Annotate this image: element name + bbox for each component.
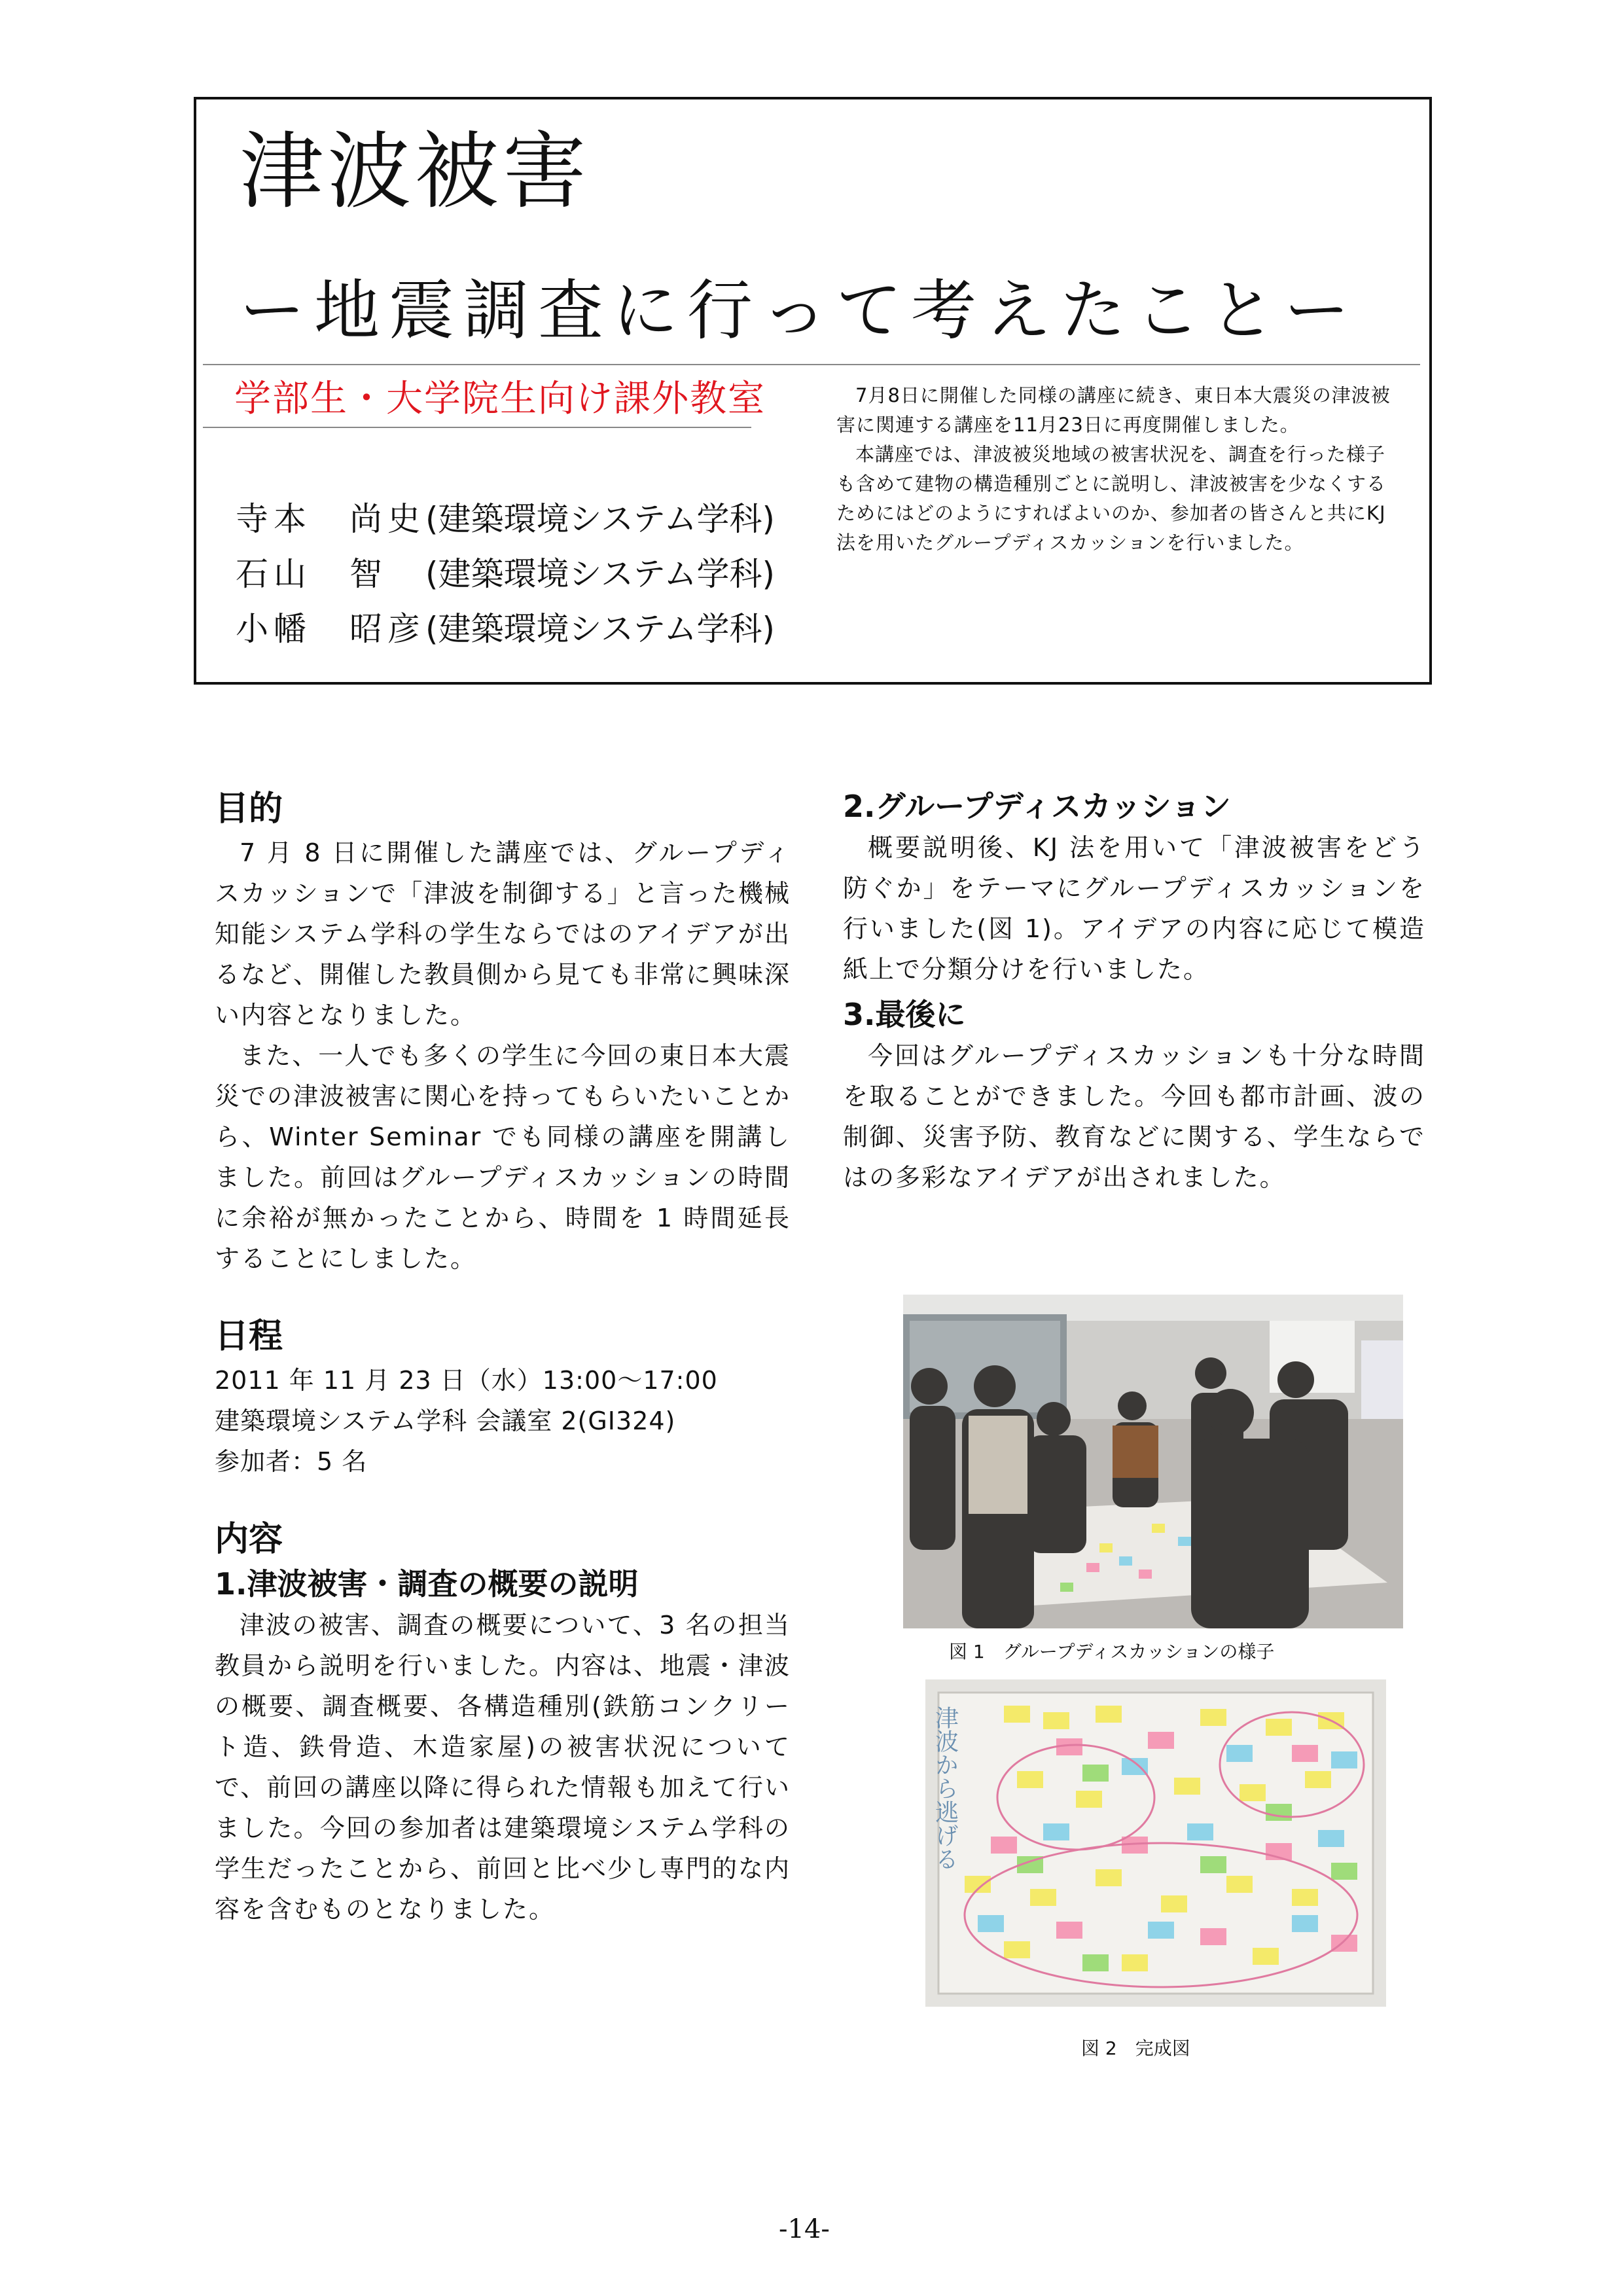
purpose-paragraph: 7 月 8 日に開催した講座では、グループディスカッションで「津波を制御する」と言った機械知能システム学科の学生ならではのアイデアが出るなど、開催した教員側から見ても非常に興味深い内容となりました。 — [215, 838, 791, 1030]
author-name: 小幡 昭彦 — [236, 610, 425, 648]
author-row — [236, 551, 775, 597]
figure2-caption: 図 2 完成図 — [1081, 2037, 1190, 2059]
author-row — [236, 496, 775, 542]
schedule-line: 参加者：5 名 — [215, 1447, 368, 1476]
author-dept: (建築環境システム学科) — [425, 555, 776, 593]
figure1-caption: 図 1 グループディスカッションの様子 — [949, 1641, 1275, 1662]
schedule-line: 建築環境システム学科 会議室 2(GI324) — [215, 1407, 676, 1435]
author-dept: (建築環境システム学科) — [425, 610, 776, 648]
schedule-heading: 日程 — [215, 1317, 283, 1356]
section-text: 今回はグループディスカッションも十分な時間を取ることができました。今回も都市計画、波の制御、災害予防、教育などに関する、学生ならではの多彩なアイデアが出されました。 — [843, 1041, 1425, 1192]
page-title: 津波被害 — [240, 123, 591, 221]
author-dept: (建築環境システム学科) — [425, 500, 776, 538]
discussion-photo-illustration — [903, 1295, 1403, 1628]
board-heading: 津波から逃げる — [931, 1706, 959, 1871]
completed-board-illustration — [925, 1679, 1386, 2007]
summary-paragraph: 本講座では、津波被災地域の被害状況を、調査を行った様子も含めて建物の構造種別ごとに説明し、津波被害を少なくするためにはどのようにすればよいのか、参加者の皆さんと共にKJ法を用いたグループディスカッションを行いました。 — [836, 443, 1387, 554]
page-number: -14- — [779, 2214, 830, 2244]
section-title: 3.最後に — [843, 997, 966, 1032]
right-column — [843, 785, 1425, 1198]
program-divider — [203, 427, 751, 428]
schedule-line: 2011 年 11 月 23 日（水）13:00～17:00 — [215, 1366, 718, 1395]
summary-paragraph: 7月8日に開催した同様の講座に続き、東日本大震災の津波被害に関連する講座を11月23日に再度開催しました。 — [836, 384, 1391, 436]
purpose-heading: 目的 — [215, 789, 283, 829]
section-title: 2.グループディスカッション — [843, 789, 1231, 824]
author-row — [236, 606, 775, 652]
completed-board-photo — [925, 1679, 1386, 2007]
author-name: 石山 智 — [236, 555, 387, 593]
summary — [836, 381, 1399, 558]
purpose-paragraph: また、一人でも多くの学生に今回の東日本大震災での津波被害に関心を持ってもらいたいことから、Winter Seminar でも同様の講座を開講しました。前回はグループディスカッションの時間に余裕が無かったことから、時間を 1 時間延長することにしました。 — [215, 1041, 791, 1273]
left-column — [215, 785, 791, 1929]
header-divider — [203, 364, 1420, 365]
section-text: 津波の被害、調査の概要について、3 名の担当教員から説明を行いました。内容は、地震・津波の概要、調査概要、各構造種別(鉄筋コンクリート造、鉄骨造、木造家屋)の被害状況についてで、前回の講座以降に得られた情報も加えて行いました。今回の参加者は建築環境システム学科の学生だったことから、前回と比べ少し専門的な内容を含むものとなりました。 — [215, 1611, 791, 1924]
discussion-photo — [903, 1295, 1403, 1628]
section-title: 1.津波被害・調査の概要の説明 — [215, 1566, 639, 1602]
section-text: 概要説明後、KJ 法を用いて「津波被害をどう防ぐか」をテーマにグループディスカッションを行いました(図 1)。アイデアの内容に応じて模造紙上で分類分けを行いました。 — [843, 833, 1425, 984]
page-subtitle: ー地震調査に行って考えたことー — [240, 272, 1359, 349]
contents-heading: 内容 — [215, 1520, 283, 1559]
program-label: 学部生・大学院生向け課外教室 — [234, 378, 766, 420]
author-name: 寺本 尚史 — [236, 500, 425, 538]
